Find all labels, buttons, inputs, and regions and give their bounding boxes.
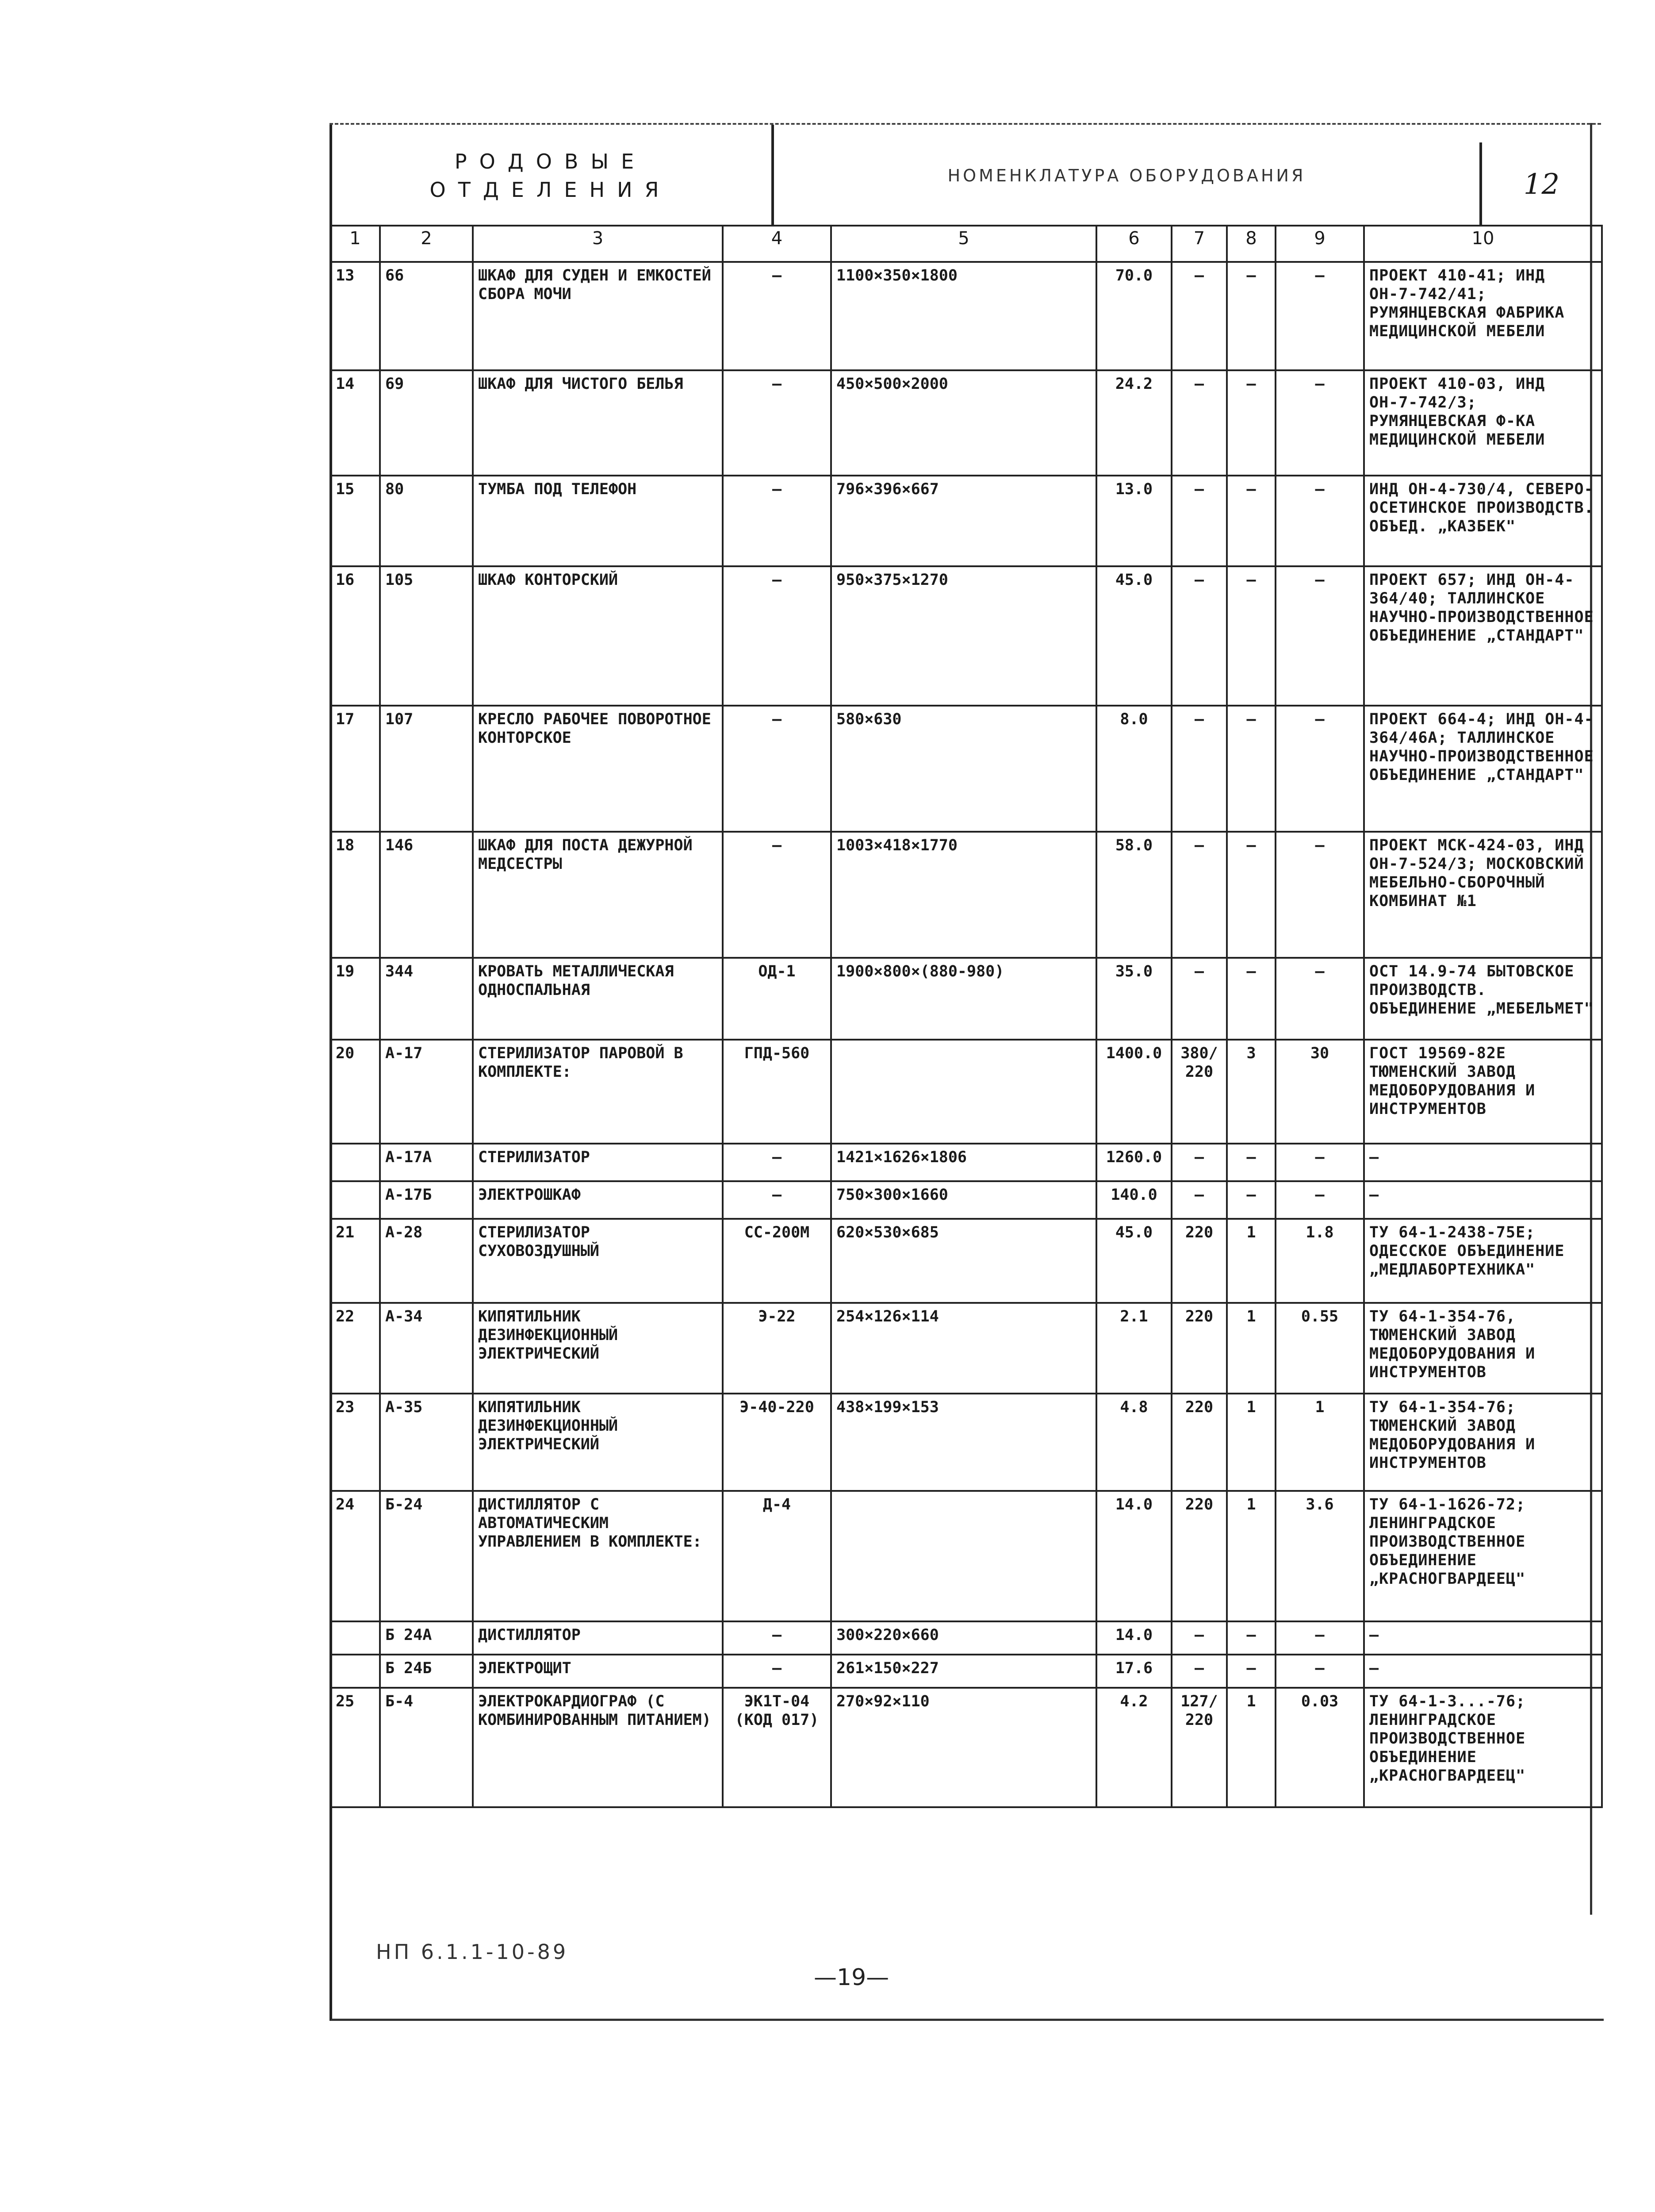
row-number: 21 [330,1219,380,1303]
phases: 3 [1227,1040,1276,1144]
dimensions: 261×150×227 [831,1655,1096,1688]
page-number: —19— [814,1964,889,1991]
model: Д-4 [723,1491,831,1621]
item-code: 107 [380,706,473,832]
model: Э-40-220 [723,1394,831,1491]
power: — [1276,566,1364,706]
power: — [1276,262,1364,370]
model: ГПД-560 [723,1040,831,1144]
weight: 4.2 [1096,1688,1172,1807]
source-note: ПРОЕКТ 657; ИНД ОН-4-364/40; ТАЛЛИНСКОЕ НАУЧНО-ПРОИЗВОДСТВЕННОЕ ОБЪЕДИНЕНИЕ „СТАНДАРТ" [1364,566,1602,706]
weight: 13.0 [1096,476,1172,566]
weight: 17.6 [1096,1655,1172,1688]
table-row [330,262,1602,370]
row-number: 13 [330,262,380,370]
item-name: ШКАФ КОНТОРСКИЙ [473,566,723,706]
row-number [330,1655,380,1688]
table-row [330,832,1602,958]
weight: 1260.0 [1096,1144,1172,1181]
item-name: КИПЯТИЛЬНИК ДЕЗИНФЕКЦИОННЫЙ ЭЛЕКТРИЧЕСКИЙ [473,1394,723,1491]
voltage: — [1172,476,1227,566]
row-number: 14 [330,370,380,476]
model: — [723,262,831,370]
model: — [723,566,831,706]
weight: 70.0 [1096,262,1172,370]
source-note: ПРОЕКТ 410-03, ИНД ОН-7-742/3; РУМЯНЦЕВСКАЯ Ф-КА МЕДИЦИНСКОЙ МЕБЕЛИ [1364,370,1602,476]
power: — [1276,1181,1364,1219]
phases: 1 [1227,1394,1276,1491]
item-code: 66 [380,262,473,370]
weight: 140.0 [1096,1181,1172,1219]
source-note: ИНД ОН-4-730/4, СЕВЕРО-ОСЕТИНСКОЕ ПРОИЗВОДСТВ. ОБЪЕД. „КАЗБЕК" [1364,476,1602,566]
phases: 1 [1227,1219,1276,1303]
source-note: — [1364,1621,1602,1655]
power: — [1276,1144,1364,1181]
weight: 35.0 [1096,958,1172,1040]
phases: 1 [1227,1303,1276,1394]
item-name: СТЕРИЛИЗАТОР [473,1144,723,1181]
item-name: ШКАФ ДЛЯ ЧИСТОГО БЕЛЬЯ [473,370,723,476]
model: — [723,706,831,832]
column-header: 8 [1227,226,1276,262]
section-title [329,125,774,227]
dimensions: 1421×1626×1806 [831,1144,1096,1181]
power: — [1276,832,1364,958]
column-header: 4 [723,226,831,262]
phases: — [1227,1144,1276,1181]
document-code: НП 6.1.1-10-89 [376,1940,569,1964]
weight: 45.0 [1096,1219,1172,1303]
item-code: А-17Б [380,1181,473,1219]
row-number: 18 [330,832,380,958]
source-note: ТУ 64-1-3...-76; ЛЕНИНГРАДСКОЕ ПРОИЗВОДСТВЕННОЕ ОБЪЕДИНЕНИЕ „КРАСНОГВАРДЕЕЦ" [1364,1688,1602,1807]
power: — [1276,476,1364,566]
voltage: 220 [1172,1491,1227,1621]
model: — [723,370,831,476]
voltage: — [1172,832,1227,958]
dimensions: 620×530×685 [831,1219,1096,1303]
row-number: 24 [330,1491,380,1621]
item-name: ТУМБА ПОД ТЕЛЕФОН [473,476,723,566]
item-code: 69 [380,370,473,476]
dimensions: 438×199×153 [831,1394,1096,1491]
voltage: — [1172,1655,1227,1688]
row-number: 20 [330,1040,380,1144]
phases: — [1227,1655,1276,1688]
dimensions: 580×630 [831,706,1096,832]
phases: — [1227,706,1276,832]
item-code: 146 [380,832,473,958]
model: — [723,1144,831,1181]
voltage: — [1172,1621,1227,1655]
model: — [723,832,831,958]
source-note: ПРОЕКТ МСК-424-03, ИНД ОН-7-524/3; МОСКОВСКИЙ МЕБЕЛЬНО-СБОРОЧНЫЙ КОМБИНАТ №1 [1364,832,1602,958]
column-header: 5 [831,226,1096,262]
table-row [330,1394,1602,1491]
section-title-line2: ОТДЕЛЕНИЯ [429,178,671,202]
phases: 1 [1227,1491,1276,1621]
phases: — [1227,476,1276,566]
power: — [1276,1655,1364,1688]
phases: — [1227,370,1276,476]
item-name: ЭЛЕКТРОШКАФ [473,1181,723,1219]
weight: 58.0 [1096,832,1172,958]
dimensions: 750×300×1660 [831,1181,1096,1219]
power: — [1276,706,1364,832]
source-note: ТУ 64-1-354-76; ТЮМЕНСКИЙ ЗАВОД МЕДОБОРУДОВАНИЯ И ИНСТРУМЕНТОВ [1364,1394,1602,1491]
phases: 1 [1227,1688,1276,1807]
column-header: 3 [473,226,723,262]
dimensions: 1003×418×1770 [831,832,1096,958]
item-name: ДИСТИЛЛЯТОР [473,1621,723,1655]
row-number: 25 [330,1688,380,1807]
dimensions: 254×126×114 [831,1303,1096,1394]
dimensions: 270×92×110 [831,1688,1096,1807]
dimensions: 796×396×667 [831,476,1096,566]
row-number: 19 [330,958,380,1040]
voltage: — [1172,1181,1227,1219]
weight: 4.8 [1096,1394,1172,1491]
item-name: ДИСТИЛЛЯТОР С АВТОМАТИЧЕСКИМ УПРАВЛЕНИЕМ В КОМПЛЕКТЕ: [473,1491,723,1621]
dimensions: 1900×800×(880-980) [831,958,1096,1040]
item-code: Б-24 [380,1491,473,1621]
weight: 8.0 [1096,706,1172,832]
item-code: А-17 [380,1040,473,1144]
dimensions: 300×220×660 [831,1621,1096,1655]
power: 1 [1276,1394,1364,1491]
voltage: — [1172,1144,1227,1181]
dimensions [831,1491,1096,1621]
source-note: ОСТ 14.9-74 БЫТОВСКОЕ ПРОИЗВОДСТВ. ОБЪЕДИНЕНИЕ „МЕБЕЛЬМЕТ" [1364,958,1602,1040]
column-header: 7 [1172,226,1227,262]
voltage: — [1172,370,1227,476]
row-number: 15 [330,476,380,566]
row-number: 22 [330,1303,380,1394]
item-name: КРЕСЛО РАБОЧЕЕ ПОВОРОТНОЕ КОНТОРСКОЕ [473,706,723,832]
power: 0.03 [1276,1688,1364,1807]
source-note: ТУ 64-1-2438-75Е; ОДЕССКОЕ ОБЪЕДИНЕНИЕ „МЕДЛАБОРТЕХНИКА" [1364,1219,1602,1303]
dimensions: 950×375×1270 [831,566,1096,706]
row-number: 16 [330,566,380,706]
table-row [330,958,1602,1040]
dimensions: 1100×350×1800 [831,262,1096,370]
power: 3.6 [1276,1491,1364,1621]
model: СС-200М [723,1219,831,1303]
power: 30 [1276,1040,1364,1144]
power: 1.8 [1276,1219,1364,1303]
item-code: А-17А [380,1144,473,1181]
power: 0.55 [1276,1303,1364,1394]
voltage: 220 [1172,1394,1227,1491]
dimensions: 450×500×2000 [831,370,1096,476]
model: — [723,1655,831,1688]
voltage: — [1172,566,1227,706]
weight: 45.0 [1096,566,1172,706]
table-row [330,370,1602,476]
section-title-line1: РОДОВЫЕ [454,150,647,173]
power: — [1276,1621,1364,1655]
phases: — [1227,958,1276,1040]
phases: — [1227,566,1276,706]
source-note: — [1364,1181,1602,1219]
source-note: ПРОЕКТ 410-41; ИНД ОН-7-742/41; РУМЯНЦЕВСКАЯ ФАБРИКА МЕДИЦИНСКОЙ МЕБЕЛИ [1364,262,1602,370]
source-note: ТУ 64-1-354-76, ТЮМЕНСКИЙ ЗАВОД МЕДОБОРУДОВАНИЯ И ИНСТРУМЕНТОВ [1364,1303,1602,1394]
phases: — [1227,262,1276,370]
item-code: 80 [380,476,473,566]
table-row [330,1303,1602,1394]
document-name: НОМЕНКЛАТУРА ОБОРУДОВАНИЯ [947,166,1306,185]
item-name: СТЕРИЛИЗАТОР СУХОВОЗДУШНЫЙ [473,1219,723,1303]
equipment-table [329,225,1603,1808]
item-code: 344 [380,958,473,1040]
row-number [330,1144,380,1181]
row-number: 23 [330,1394,380,1491]
table-row [330,1688,1602,1807]
item-name: ЭЛЕКТРОКАРДИОГРАФ (С КОМБИНИРОВАННЫМ ПИТАНИЕМ) [473,1688,723,1807]
table-header-row [330,226,1602,262]
column-header: 9 [1276,226,1364,262]
voltage: — [1172,958,1227,1040]
item-code: 105 [380,566,473,706]
row-number [330,1181,380,1219]
model: ОД-1 [723,958,831,1040]
voltage: — [1172,706,1227,832]
item-code: А-28 [380,1219,473,1303]
item-code: Б 24Б [380,1655,473,1688]
sheet-mark: 12 [1479,142,1601,227]
column-header: 2 [380,226,473,262]
row-number: 17 [330,706,380,832]
model: ЭК1Т-04 (КОД 017) [723,1688,831,1807]
item-name: ШКАФ ДЛЯ СУДЕН И ЕМКОСТЕЙ СБОРА МОЧИ [473,262,723,370]
voltage: 220 [1172,1303,1227,1394]
voltage: 220 [1172,1219,1227,1303]
source-note: — [1364,1144,1602,1181]
page-header [329,123,1601,225]
item-name: КИПЯТИЛЬНИК ДЕЗИНФЕКЦИОННЫЙ ЭЛЕКТРИЧЕСКИЙ [473,1303,723,1394]
source-note: ТУ 64-1-1626-72; ЛЕНИНГРАДСКОЕ ПРОИЗВОДСТВЕННОЕ ОБЪЕДИНЕНИЕ „КРАСНОГВАРДЕЕЦ" [1364,1491,1602,1621]
row-number [330,1621,380,1655]
item-name: КРОВАТЬ МЕТАЛЛИЧЕСКАЯ ОДНОСПАЛЬНАЯ [473,958,723,1040]
voltage: 127/ 220 [1172,1688,1227,1807]
item-code: А-34 [380,1303,473,1394]
column-header: 1 [330,226,380,262]
table-row [330,476,1602,566]
model: — [723,1181,831,1219]
model: Э-22 [723,1303,831,1394]
source-note: ПРОЕКТ 664-4; ИНД ОН-4-364/46А; ТАЛЛИНСКОЕ НАУЧНО-ПРОИЗВОДСТВЕННОЕ ОБЪЕДИНЕНИЕ „СТАНДАРТ" [1364,706,1602,832]
item-code: А-35 [380,1394,473,1491]
source-note: ГОСТ 19569-82Е ТЮМЕНСКИЙ ЗАВОД МЕДОБОРУДОВАНИЯ И ИНСТРУМЕНТОВ [1364,1040,1602,1144]
power: — [1276,958,1364,1040]
item-name: СТЕРИЛИЗАТОР ПАРОВОЙ В КОМПЛЕКТЕ: [473,1040,723,1144]
phases: — [1227,832,1276,958]
dimensions [831,1040,1096,1144]
table-row [330,1040,1602,1144]
phases: — [1227,1181,1276,1219]
table-row [330,1655,1602,1688]
model: — [723,1621,831,1655]
item-name: ШКАФ ДЛЯ ПОСТА ДЕЖУРНОЙ МЕДСЕСТРЫ [473,832,723,958]
weight: 14.0 [1096,1621,1172,1655]
voltage: 380/ 220 [1172,1040,1227,1144]
table-row [330,706,1602,832]
item-code: Б-4 [380,1688,473,1807]
table-row [330,1491,1602,1621]
weight: 2.1 [1096,1303,1172,1394]
item-name: ЭЛЕКТРОЩИТ [473,1655,723,1688]
voltage: — [1172,262,1227,370]
column-header: 6 [1096,226,1172,262]
table-row [330,1219,1602,1303]
table-row [330,1621,1602,1655]
item-code: Б 24А [380,1621,473,1655]
phases: — [1227,1621,1276,1655]
weight: 14.0 [1096,1491,1172,1621]
table-row [330,1181,1602,1219]
weight: 24.2 [1096,370,1172,476]
table-row [330,1144,1602,1181]
model: — [723,476,831,566]
column-header: 10 [1364,226,1602,262]
weight: 1400.0 [1096,1040,1172,1144]
table-row [330,566,1602,706]
source-note: — [1364,1655,1602,1688]
power: — [1276,370,1364,476]
